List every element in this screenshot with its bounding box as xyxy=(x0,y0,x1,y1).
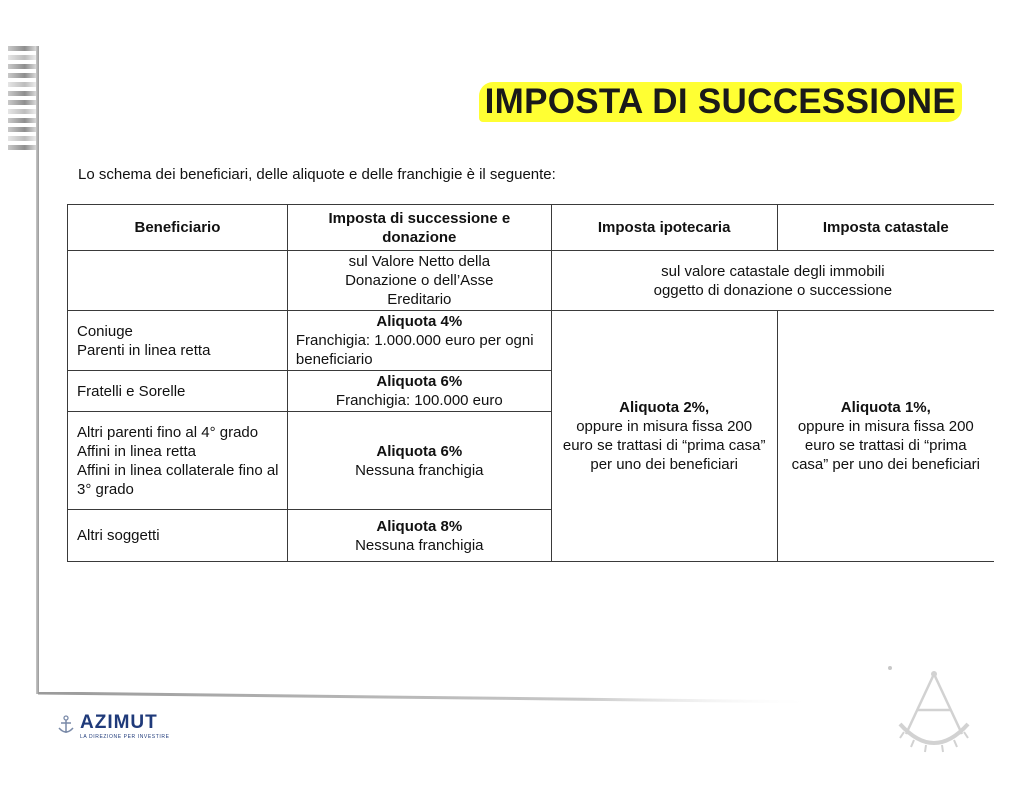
base-ipo-cat-line: oggetto di donazione o successione xyxy=(653,281,893,299)
beneficiario-line: Fratelli e Sorelle xyxy=(77,382,186,400)
azimut-logo xyxy=(56,712,170,742)
base-row xyxy=(68,251,995,311)
catastale-aliquota: Aliquota 1%, xyxy=(840,399,931,416)
intro-text: Lo schema dei beneficiari, delle aliquote e delle franchigie è il seguente: xyxy=(78,166,556,183)
aliquota-label: Aliquota 4% xyxy=(376,313,463,330)
beneficiario-line: Affini in linea collaterale fino al 3° grado xyxy=(77,461,279,498)
aliquota-label: Aliquota 8% xyxy=(376,517,463,535)
beneficiario-line: Coniuge xyxy=(77,322,133,340)
aliquota-label: Aliquota 6% xyxy=(376,442,463,460)
base-row-empty-cell xyxy=(68,251,288,311)
anchor-icon xyxy=(56,714,76,736)
left-decorative-stripes xyxy=(8,46,36,158)
ipotecaria-detail: oppure in misura fissa 200 euro se trattasi di “prima casa” per uno dei beneficiari xyxy=(562,418,766,473)
beneficiario-cell xyxy=(68,371,288,412)
base-successione-line: Ereditario xyxy=(387,291,452,308)
frame-bottom-line xyxy=(38,692,818,704)
logo-tagline: LA DIREZIONE PER INVESTIRE xyxy=(80,734,170,740)
franchigia-text: Franchigia: 100.000 euro xyxy=(335,392,503,409)
beneficiario-line: Parenti in linea retta xyxy=(77,341,211,359)
header-beneficiario: Beneficiario xyxy=(68,205,288,251)
base-successione-cell xyxy=(287,251,551,311)
header-catastale: Imposta catastale xyxy=(777,205,994,251)
base-successione-line: Donazione o dell’Asse xyxy=(345,272,494,289)
ipotecaria-aliquota: Aliquota 2%, xyxy=(619,399,710,416)
beneficiario-line: Altri soggetti xyxy=(77,527,160,544)
successione-cell xyxy=(287,510,551,562)
franchigia-text: Franchigia: 1.000.000 euro per ogni beneficiario xyxy=(295,332,534,368)
franchigia-text: Nessuna franchigia xyxy=(355,536,484,554)
beneficiario-cell xyxy=(68,311,288,371)
table-header-row xyxy=(68,205,995,251)
successione-cell xyxy=(287,412,551,510)
base-ipo-cat-cell xyxy=(551,251,994,311)
sextant-watermark-icon xyxy=(884,662,984,760)
beneficiario-cell xyxy=(68,510,288,562)
title-wrapper xyxy=(479,82,962,122)
catastale-detail: oppure in misura fissa 200 euro se trattasi di “prima casa” per uno dei beneficiari xyxy=(791,418,981,473)
base-successione-line: sul Valore Netto della xyxy=(348,253,491,270)
beneficiary-scheme-table xyxy=(67,204,994,562)
successione-cell xyxy=(287,311,551,371)
header-successione: Imposta di successione e donazione xyxy=(287,205,551,251)
header-ipotecaria: Imposta ipotecaria xyxy=(551,205,777,251)
frame-vertical-line xyxy=(36,46,39,694)
table-row xyxy=(68,311,995,371)
page-title: IMPOSTA DI SUCCESSIONE xyxy=(479,82,962,122)
beneficiario-line: Altri parenti fino al 4° grado xyxy=(77,423,259,441)
successione-cell xyxy=(287,371,551,412)
beneficiario-cell xyxy=(68,412,288,510)
ipotecaria-cell xyxy=(551,311,777,562)
base-ipo-cat-line: sul valore catastale degli immobili xyxy=(661,262,885,280)
logo-wordmark: AZIMUT xyxy=(80,712,158,733)
beneficiario-line: Affini in linea retta xyxy=(77,442,196,460)
franchigia-text: Nessuna franchigia xyxy=(355,461,484,479)
catastale-cell xyxy=(777,311,994,562)
aliquota-label: Aliquota 6% xyxy=(376,373,463,390)
